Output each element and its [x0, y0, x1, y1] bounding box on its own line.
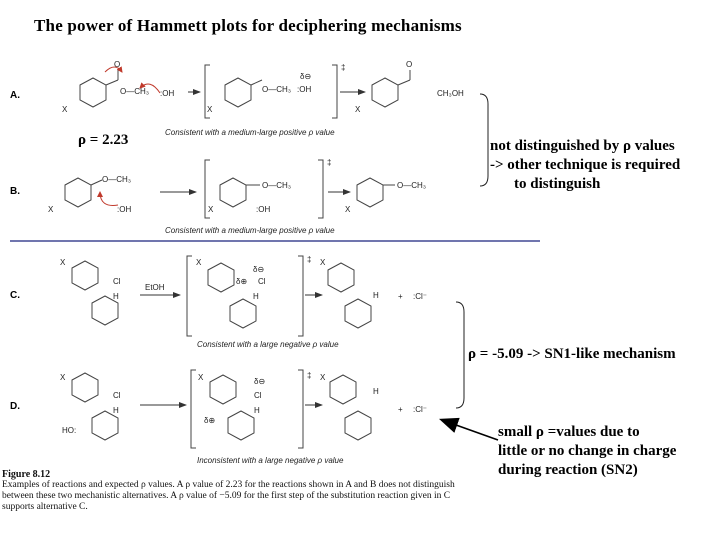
rho-positive-label: ρ = 2.23 — [78, 132, 129, 148]
substituent-x: X — [198, 373, 204, 382]
benzene-ring-icon — [330, 375, 356, 404]
panel-d-caption: Inconsistent with a large negative ρ value — [197, 456, 344, 465]
not-distinguished-line-1: not distinguished by ρ values — [490, 138, 675, 154]
chloride: Cl — [258, 277, 266, 286]
brace-cd — [456, 302, 464, 408]
substituent-x: X — [196, 258, 202, 267]
delta-minus: δ⊖ — [253, 265, 265, 274]
hydroxide: :OH — [256, 205, 271, 214]
hydrogen: H — [113, 406, 119, 415]
plus-sign: + — [398, 405, 403, 414]
benzene-ring-icon — [372, 78, 398, 107]
not-distinguished-line-3: to distinguish — [514, 176, 601, 192]
benzene-ring-icon — [72, 261, 98, 290]
substituent-x: X — [60, 373, 66, 382]
reagent-etoh: EtOH — [145, 283, 165, 292]
carbonyl-oxygen: O — [114, 60, 121, 69]
benzene-ring-icon — [220, 178, 246, 207]
substituent-x: X — [62, 105, 68, 114]
ester-fragment: O—CH₃ — [397, 181, 427, 190]
panel-label-a: A. — [10, 90, 20, 101]
delta-minus: δ⊖ — [254, 377, 266, 386]
benzene-ring-icon — [210, 375, 236, 404]
small-rho-line-1: small ρ =values due to — [498, 424, 640, 440]
panel-b-caption: Consistent with a medium-large positive ρ value — [165, 226, 335, 235]
substituent-x: X — [208, 205, 214, 214]
benzene-ring-icon — [230, 299, 256, 328]
ethanol-nucleophile: HO: — [62, 426, 77, 435]
ester-fragment: O—CH₃ — [262, 181, 292, 190]
delta-plus: δ⊕ — [236, 277, 248, 286]
rho-negative-label: ρ = -5.09 -> SN1-like mechanism — [468, 346, 676, 362]
benzene-ring-icon — [345, 411, 371, 440]
dagger-c: ‡ — [307, 255, 312, 264]
benzene-ring-icon — [228, 411, 254, 440]
chloride: Cl — [113, 277, 121, 286]
chloride: Cl — [113, 391, 121, 400]
methanol: CH₃OH — [437, 89, 464, 98]
hydroxide: :OH — [297, 85, 312, 94]
plus-sign: + — [398, 292, 403, 301]
hydrogen: H — [113, 292, 119, 301]
carbonyl-oxygen: O — [406, 60, 413, 69]
substituent-x: X — [355, 105, 361, 114]
benzene-ring-icon — [80, 78, 106, 107]
substituent-x: X — [320, 258, 326, 267]
delta-minus: δ⊖ — [300, 72, 312, 81]
panel-c-caption: Consistent with a large negative ρ value — [197, 340, 339, 349]
small-rho-line-3: during reaction (SN2) — [498, 462, 638, 478]
hydrogen: H — [373, 291, 379, 300]
hydrogen: H — [373, 387, 379, 396]
dagger-b: ‡ — [327, 158, 332, 167]
substituent-x: X — [60, 258, 66, 267]
panel-label-b: B. — [10, 186, 20, 197]
benzene-ring-icon — [92, 411, 118, 440]
dagger-a: ‡ — [341, 63, 346, 72]
panel-label-c: C. — [10, 290, 20, 301]
benzene-ring-icon — [328, 263, 354, 292]
dagger-d: ‡ — [307, 371, 312, 380]
benzene-ring-icon — [345, 299, 371, 328]
hydroxide: :OH — [160, 89, 175, 98]
benzene-ring-icon — [72, 373, 98, 402]
panel-label-d: D. — [10, 401, 20, 412]
small-rho-line-2: little or no change in charge — [498, 443, 677, 459]
panel-a-caption: Consistent with a medium-large positive ρ value — [165, 128, 335, 137]
figure-caption-text: Examples of reactions and expected ρ values. A ρ value of 2.23 for the reactions shown in A and B does not distinguish between these two mechanistic alternatives. A ρ value of −5.09 for the first step of the substitution reaction given in C supports alternative C. — [2, 480, 455, 512]
substituent-x: X — [48, 205, 54, 214]
hydroxide: :OH — [117, 205, 132, 214]
hydrogen: H — [253, 292, 259, 301]
chloride-ion: :Cl⁻ — [413, 292, 427, 301]
benzene-ring-icon — [357, 178, 383, 207]
figure-number: Figure 8.12 — [2, 469, 51, 480]
substituent-x: X — [320, 373, 326, 382]
benzene-ring-icon — [65, 178, 91, 207]
annotation-arrow — [442, 420, 498, 440]
substituent-x: X — [345, 205, 351, 214]
ester-fragment: O—CH₃ — [102, 175, 132, 184]
delta-plus: δ⊕ — [204, 416, 216, 425]
substituent-x: X — [207, 105, 213, 114]
brace-ab — [480, 94, 488, 186]
benzene-ring-icon — [225, 78, 251, 107]
slide-title: The power of Hammett plots for deciphering mechanisms — [34, 16, 462, 35]
chloride: Cl — [254, 391, 262, 400]
chloride-ion: :Cl⁻ — [413, 405, 427, 414]
ester-fragment: O—CH₃ — [120, 87, 150, 96]
benzene-ring-icon — [208, 263, 234, 292]
not-distinguished-line-2: -> other technique is required — [490, 157, 681, 173]
ester-fragment: O—CH₃ — [262, 85, 292, 94]
hydrogen: H — [254, 406, 260, 415]
figure-caption — [2, 469, 457, 513]
